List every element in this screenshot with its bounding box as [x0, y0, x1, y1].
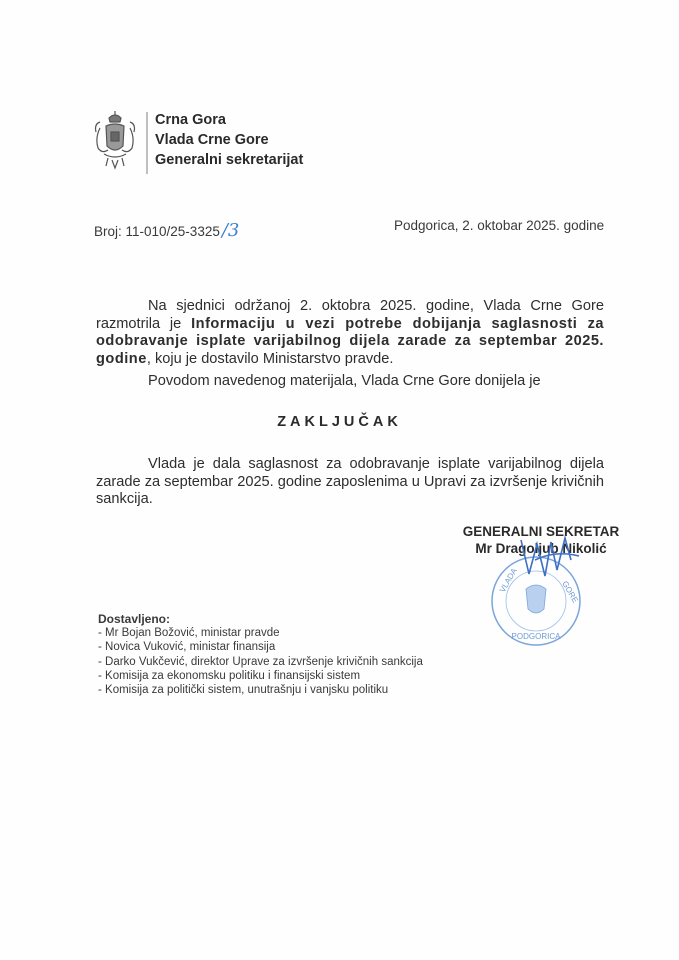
svg-text:GORE: GORE: [560, 579, 580, 605]
paragraph-session-intro: Na sjednici održanoj 2. oktobra 2025. godine, Vlada Crne Gore razmotrila je: [96, 298, 604, 332]
secretariat-name: Generalni sekretarijat: [155, 152, 304, 168]
paragraph-session-tail: , koju je dostavilo Ministarstvo pravde.: [146, 350, 394, 367]
paragraph-conclusion-text: Vlada je dala saglasnost za odobravanje isplate varijabilnog dijela zarade za septembar 2025. godine zaposlenima u Upravi za izvršenje krivičnih sankcija.: [96, 456, 604, 507]
distribution-item: - Darko Vukčević, direktor Uprave za izvršenje krivičnih sankcija: [98, 655, 423, 668]
conclusion-title: ZAKLJUČAK: [277, 414, 402, 430]
distribution-item: - Novica Vuković, ministar finansija: [98, 641, 276, 654]
signatory-name: Mr Dragoljub Nikolić: [475, 541, 607, 556]
header-divider: [146, 112, 148, 174]
signatory-role: GENERALNI SEKRETAR: [462, 524, 620, 539]
distribution-item: - Komisija za politički sistem, unutrašnju i vanjsku politiku: [98, 684, 389, 697]
country-name: Crna Gora: [155, 112, 226, 128]
coat-of-arms-icon: [92, 110, 138, 170]
handwritten-signature-icon: [515, 530, 595, 590]
distribution-list: [98, 612, 423, 697]
svg-text:PODGORICA: PODGORICA: [511, 632, 561, 641]
paragraph-decision-intro: Povodom navedenog materijala, Vlada Crne Gore donijela je: [148, 373, 541, 389]
place-date: Podgorica, 2. oktobar 2025. godine: [394, 218, 605, 233]
paragraph-conclusion: [96, 456, 604, 509]
svg-text:VLADA: VLADA: [497, 566, 519, 594]
paragraph-session: [96, 298, 604, 368]
issuing-authority: [155, 110, 303, 170]
paragraph-session-subject: Informaciju u vezi potrebe dobijanja saglasnosti za odobravanje isplate varijabilnog dijela zarade za septembar 2025. godine: [96, 315, 605, 367]
document-number: [94, 220, 239, 241]
government-name: Vlada Crne Gore: [155, 132, 269, 148]
distribution-item: - Mr Bojan Božović, ministar pravde: [98, 627, 280, 640]
document-number-text: Broj: 11-010/25-3325: [94, 224, 220, 239]
distribution-item: - Komisija za ekonomsku politiku i finansijski sistem: [98, 669, 361, 682]
handwritten-suffix: /3: [221, 220, 240, 241]
distribution-heading: Dostavljeno:: [98, 612, 171, 626]
